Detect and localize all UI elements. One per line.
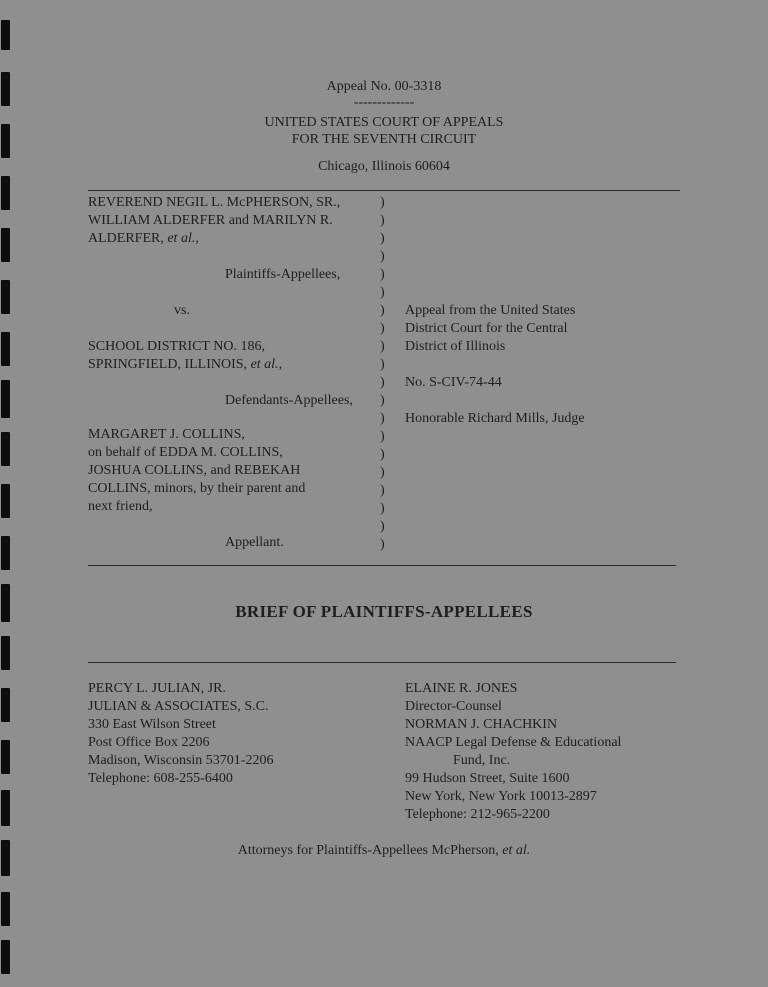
appellant-line-5: next friend, <box>88 499 153 514</box>
brief-title: BRIEF OF PLAINTIFFS-APPELLEES <box>235 602 533 621</box>
plaintiffs-line-2: WILLIAM ALDERFER and MARILYN R. <box>88 213 333 228</box>
binding-tab <box>1 688 10 722</box>
attorneys-for: Attorneys for Plaintiffs-Appellees McPherson, et al. <box>237 843 531 858</box>
plaintiffs-line-3: ALDERFER, et al., <box>88 231 199 246</box>
counsel-right-org-line-2: Fund, Inc. <box>453 753 511 768</box>
appellant-line-1: MARGARET J. COLLINS, <box>88 427 245 442</box>
judge-name: Honorable Richard Mills, Judge <box>405 411 585 426</box>
counsel-left-street: 330 East Wilson Street <box>88 717 216 732</box>
counsel-left-block <box>88 680 273 788</box>
defendants-role: Defendants-Appellees, <box>225 393 353 408</box>
binding-tab <box>1 484 10 518</box>
binding-tab <box>1 176 10 210</box>
defendants-line-1: SCHOOL DISTRICT NO. 186, <box>88 339 265 354</box>
court-name-line-1: UNITED STATES COURT OF APPEALS <box>264 115 504 130</box>
binding-tab <box>1 790 10 826</box>
binding-tab <box>1 536 10 570</box>
binding-tab <box>1 892 10 926</box>
counsel-left-phone: Telephone: 608-255-6400 <box>88 771 233 786</box>
counsel-right-city: New York, New York 10013-2897 <box>405 789 597 804</box>
binding-tab <box>1 380 10 418</box>
versus: vs. <box>174 303 190 318</box>
counsel-right-name-2: NORMAN J. CHACHKIN <box>405 717 558 732</box>
caption-top-rule <box>88 190 680 191</box>
binding-tab <box>1 740 10 774</box>
counsel-right-title-1: Director-Counsel <box>405 699 502 714</box>
appellant-line-4: COLLINS, minors, by their parent and <box>88 481 306 496</box>
counsel-top-rule <box>88 662 676 663</box>
plaintiffs-role: Plaintiffs-Appellees, <box>225 267 341 282</box>
appeal-number: Appeal No. 00-3318 <box>326 79 442 94</box>
binding-tab <box>1 228 10 262</box>
binding-tab <box>1 432 10 466</box>
counsel-right-org-line-1: NAACP Legal Defense & Educational <box>405 735 622 750</box>
binding-tab <box>1 332 10 366</box>
counsel-right-street: 99 Hudson Street, Suite 1600 <box>405 771 570 786</box>
counsel-left-city: Madison, Wisconsin 53701-2206 <box>88 753 274 768</box>
appellant-role: Appellant. <box>225 535 284 550</box>
appeal-from-line-2: District Court for the Central <box>405 321 568 336</box>
counsel-right-phone: Telephone: 212-965-2200 <box>405 807 550 822</box>
appellant-line-2: on behalf of EDDA M. COLLINS, <box>88 445 283 460</box>
defendants-line-2: SPRINGFIELD, ILLINOIS, et al., <box>88 357 283 372</box>
case-number: No. S-CIV-74-44 <box>405 375 502 390</box>
binding-tab <box>1 636 10 670</box>
counsel-right-name-1: ELAINE R. JONES <box>405 681 518 696</box>
court-name-line-2: FOR THE SEVENTH CIRCUIT <box>291 132 477 147</box>
plaintiffs-line-1: REVEREND NEGIL L. McPHERSON, SR., <box>88 195 341 210</box>
caption-parenthesis-column: ) ) ) ) ) ) ) ) ) ) ) ) ) ) ) ) ) ) ) ) <box>380 195 385 552</box>
appeal-from-line-3: District of Illinois <box>405 339 506 354</box>
appellant-line-3: JOSHUA COLLINS, and REBEKAH <box>88 463 301 478</box>
counsel-left-firm: JULIAN & ASSOCIATES, S.C. <box>88 699 269 714</box>
counsel-right-block <box>405 680 621 824</box>
binding-tab <box>1 940 10 974</box>
counsel-left-po-box: Post Office Box 2206 <box>88 735 210 750</box>
caption-bottom-rule <box>88 565 676 566</box>
binding-tab <box>1 280 10 314</box>
header-separator: ------------- <box>353 95 415 110</box>
binding-tab <box>1 20 10 50</box>
counsel-left-name: PERCY L. JULIAN, JR. <box>88 681 226 696</box>
appeal-from-line-1: Appeal from the United States <box>405 303 576 318</box>
court-location: Chicago, Illinois 60604 <box>318 159 450 174</box>
